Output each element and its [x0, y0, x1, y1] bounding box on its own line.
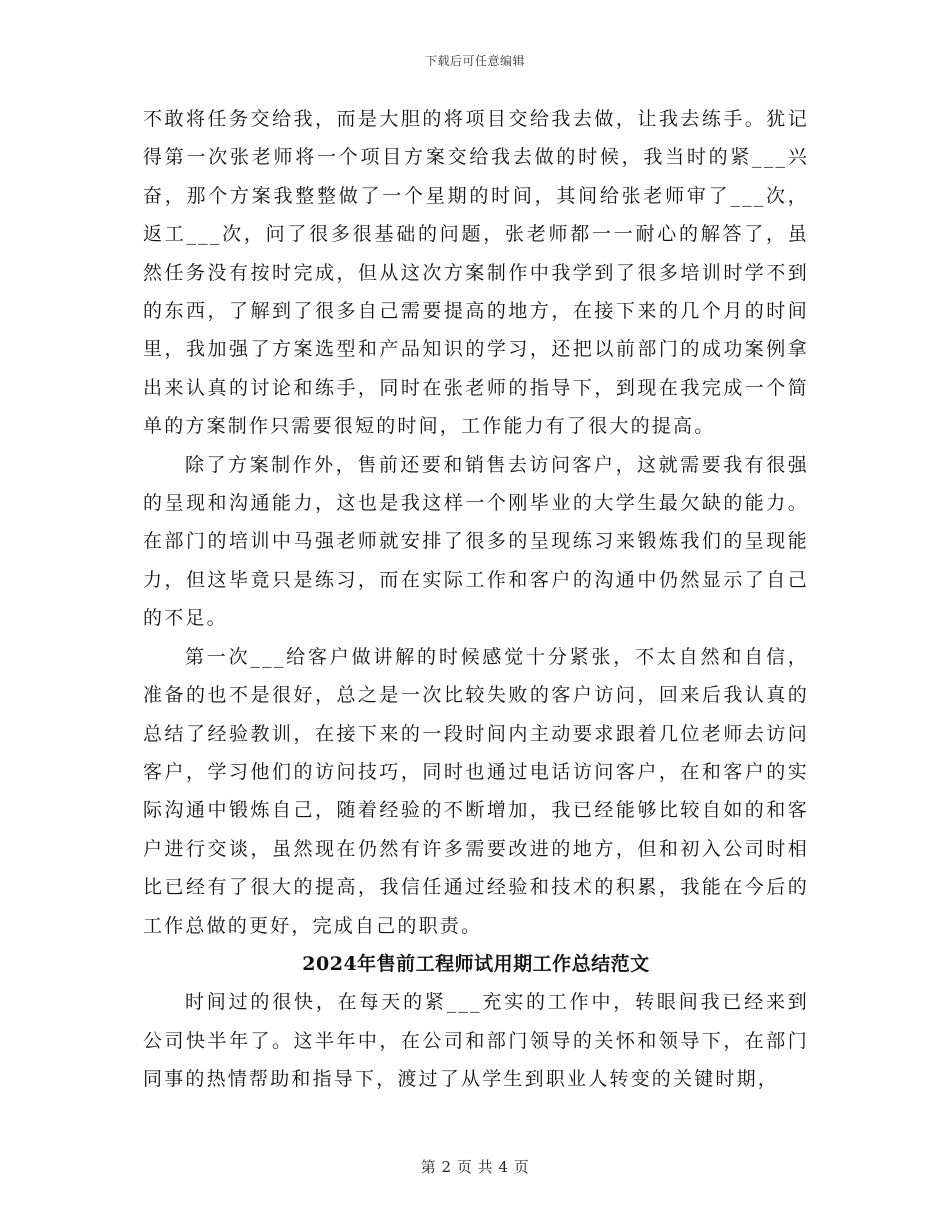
document-body — [143, 100, 809, 1099]
page-footer: 第 2 页 共 4 页 — [420, 1158, 530, 1176]
paragraph-first-visit: 第一次___给客户做讲解的时候感觉十分紧张，不太自然和自信，准备的也不是很好，总之是一次比较失败的客户访问，回来后我认真的总结了经验教训，在接下来的一段时间内主动要求跟着几位老师去访问客户，学习他们的访问技巧，同时也通过电话访问客户，在和客户的实际沟通中锻炼自己，随着经验的不断增加，我已经能够比较自如的和客户进行交谈，虽然现在仍然有许多需要改进的地方，但和初入公司时相比已经有了很大的提高，我信任通过经验和技术的积累，我能在今后的工作总做的更好，完成自己的职责。 — [143, 645, 809, 937]
paragraph-continued: 不敢将任务交给我，而是大胆的将项目交给我去做，让我去练手。犹记得第一次张老师将一个项目方案交给我去做的时候，我当时的紧___兴奋，那个方案我整整做了一个星期的时间，其间给张老师审了___次，返工___次，问了很多很基础的问题，张老师都一一耐心的解答了，虽然任务没有按时完成，但从这次方案制作中我学到了很多培训时学不到的东西，了解到了很多自己需要提高的地方，在接下来的几个月的时间里，我加强了方案选型和产品知识的学习，还把以前部门的成功案例拿出来认真的讨论和练手，同时在张老师的指导下，到现在我完成一个简单的方案制作只需要很短的时间，工作能力有了很大的提高。 — [143, 108, 809, 438]
section-title: 2024年售前工程师试用期工作总结范文 — [302, 952, 650, 975]
paragraph-section-intro: 时间过的很快，在每天的紧___充实的工作中，转眼间我已经来到公司快半年了。这半年中，在公司和部门领导的关怀和领导下，在部门同事的热情帮助和指导下，渡过了从学生到职业人转变的关键时期， — [143, 991, 809, 1091]
page-header: 下载后可任意编辑 — [424, 54, 525, 68]
paragraph-communication: 除了方案制作外，售前还要和销售去访问客户，这就需要我有很强的呈现和沟通能力，这也是我这样一个刚毕业的大学生最欠缺的能力。在部门的培训中马强老师就安排了很多的呈现练习来锻炼我们的呈现能力，但这毕竟只是练习，而在实际工作和客户的沟通中仍然显示了自己的不足。 — [143, 453, 809, 630]
